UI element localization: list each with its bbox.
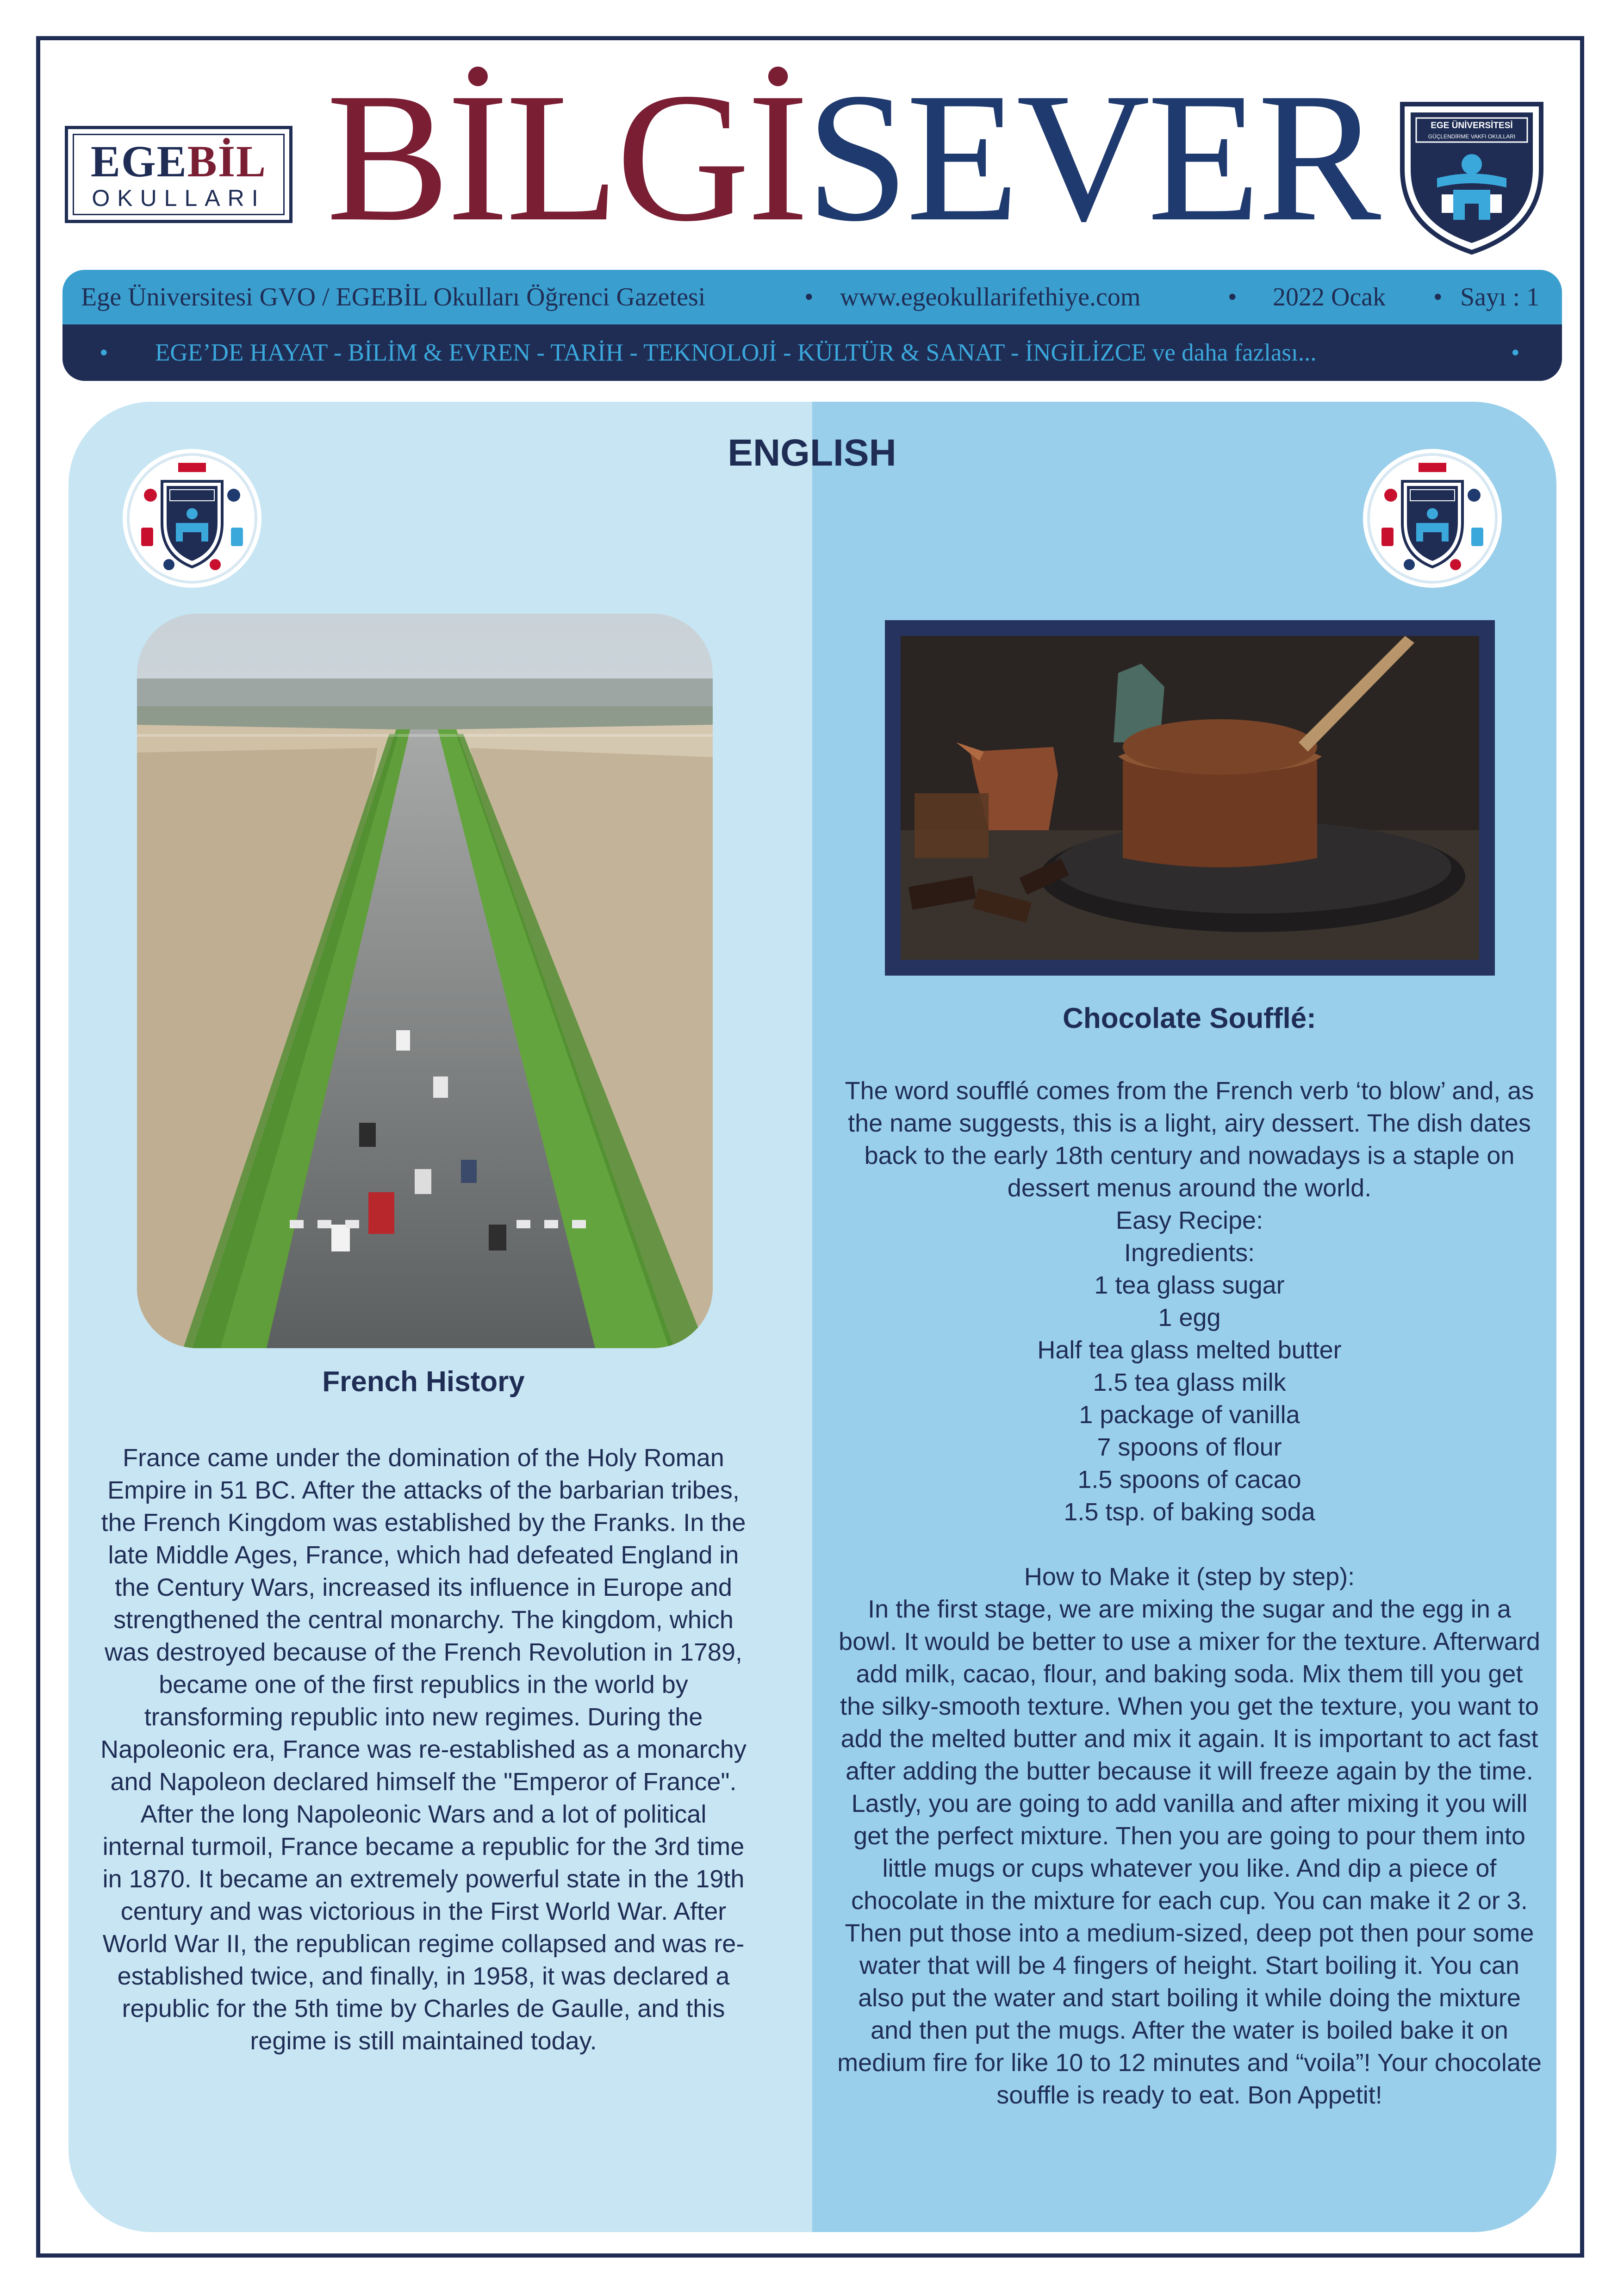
info-bar-publication: Ege Üniversitesi GVO / EGEBİL Okulları Öğrenci Gazetesi xyxy=(81,283,706,311)
topics-bar-bullet-right: • xyxy=(1511,339,1520,366)
topics-bar-text: EGE’DE HAYAT - BİLİM & EVREN - TARİH - TEKNOLOJİ - KÜLTÜR & SANAT - İNGİLİZCE ve daha fazlası... xyxy=(155,339,1317,366)
paris-avenue-illustration xyxy=(137,614,713,1348)
masthead-title xyxy=(326,55,1379,260)
ingredient-item: 1.5 tea glass milk xyxy=(1093,1369,1286,1396)
left-article-paragraph: France came under the domination of the Holy Roman Empire in 51 BC. After the attacks of the barbarian tribes, the French Kingdom was established by the Franks. In the late Middle Ages, France, which had defeated England in the Century Wars, increased its influence in Europe and strengthened the central monarchy. The kingdom, which was destroyed because of the French Revolution in 1789, became one of the first republics in the world by transforming republic into new regimes. During the Napoleonic era, France was re-established as a monarchy and Napoleon declared himself the "Emperor of France". After the long Napoleonic Wars and a lot of political internal turmoil, France became a republic for the 3rd time in 1870. It became an extremely powerful state in the 19th century and was victorious in the First World War. After World War II, the republican regime collapsed and was re-established twice, and finally, in 1958, it was declared a republic for the 5th time by Charles de Gaulle, and this regime is still maintained today. xyxy=(100,1444,747,2055)
egebil-logo-brand-part1: EGE xyxy=(90,137,187,186)
ingredient-item: 7 spoons of flour xyxy=(1097,1433,1282,1461)
info-bar-separator: • xyxy=(1228,283,1237,311)
ingredient-item: 1 package of vanilla xyxy=(1079,1401,1300,1429)
egebil-logo-subtitle: OKULLARI xyxy=(92,185,266,211)
method-label: How to Make it (step by step): xyxy=(1024,1563,1355,1591)
shield-logo-line2: GÜÇLENDİRME VAKFI OKULLARI xyxy=(1428,133,1516,140)
shield-logo-line1: EGE ÜNİVERSİTESİ xyxy=(1431,121,1513,131)
recipe-label: Easy Recipe: xyxy=(1115,1207,1263,1234)
info-bar-website: www.egeokullarifethiye.com xyxy=(840,283,1141,311)
info-bar-issue: Sayı : 1 xyxy=(1460,283,1540,311)
masthead-part2: SEVER xyxy=(806,55,1379,260)
left-article-body xyxy=(100,1442,747,2057)
blank-line xyxy=(835,1528,1543,1561)
shield-logo-icon xyxy=(1398,100,1546,257)
topics-bar-bullet-left: • xyxy=(100,339,108,366)
left-article-title: French History xyxy=(322,1366,525,1398)
topics-bar xyxy=(62,324,1562,381)
ingredient-item: 1.5 spoons of cacao xyxy=(1077,1466,1301,1493)
egebil-logo-brand xyxy=(68,136,289,187)
right-article-intro: The word soufflé comes from the French verb ‘to blow’ and, as the name suggests, this is a light, airy dessert. The dish dates back to the early 18th century and nowadays is a staple on dessert menus around the world. xyxy=(845,1077,1534,1202)
ingredient-item: 1.5 tsp. of baking soda xyxy=(1064,1498,1315,1526)
right-article-title: Chocolate Soufflé: xyxy=(1063,1002,1316,1034)
english-badge-icon xyxy=(118,444,266,592)
info-bar-date: 2022 Ocak xyxy=(1273,283,1386,311)
ingredient-item: Half tea glass melted butter xyxy=(1037,1336,1342,1364)
ingredient-item: 1 tea glass sugar xyxy=(1094,1271,1285,1299)
masthead-part1: BİLGİ xyxy=(326,55,806,260)
egebil-logo-brand-part2: BİL xyxy=(187,137,267,186)
paris-avenue-photo xyxy=(137,614,713,1348)
method-text: In the first stage, we are mixing the sugar and the egg in a bowl. It would be better to use a mixer for the texture. Afterward add milk, cacao, flour, and baking soda. Mix them till you get the silky-smooth texture. When you get the texture, you want to add the melted butter and mix it again. It is important to act fast after adding the butter because it will freeze again by the time. Lastly, you are going to add vanilla and after mixing it you will get the perfect mixture. Then you are going to pour them into little mugs or cups whatever you like. And dip a piece of chocolate in the mixture for each cup. You can make it 2 or 3. Then put those into a medium-sized, deep pot then pour some water that will be 4 fingers of height. Start boiling it. You can also put the water and start boiling it while doing the mixture and then put the mugs. After the water is boiled bake it on medium fire for like 10 to 12 minutes and “voila”! Your chocolate souffle is ready to eat. Bon Appetit! xyxy=(837,1595,1542,2109)
info-bar-separator: • xyxy=(804,283,814,311)
ingredients-label: Ingredients: xyxy=(1124,1239,1255,1267)
right-article-body xyxy=(835,1075,1543,2111)
info-bar xyxy=(62,270,1562,324)
section-title: ENGLISH xyxy=(728,432,896,474)
chocolate-souffle-photo xyxy=(901,636,1479,960)
english-badge-icon xyxy=(1358,444,1506,592)
chocolate-souffle-illustration xyxy=(901,636,1479,960)
ingredient-item: 1 egg xyxy=(1158,1304,1221,1332)
info-bar-separator: • xyxy=(1433,283,1443,311)
egebil-logo xyxy=(65,126,292,223)
